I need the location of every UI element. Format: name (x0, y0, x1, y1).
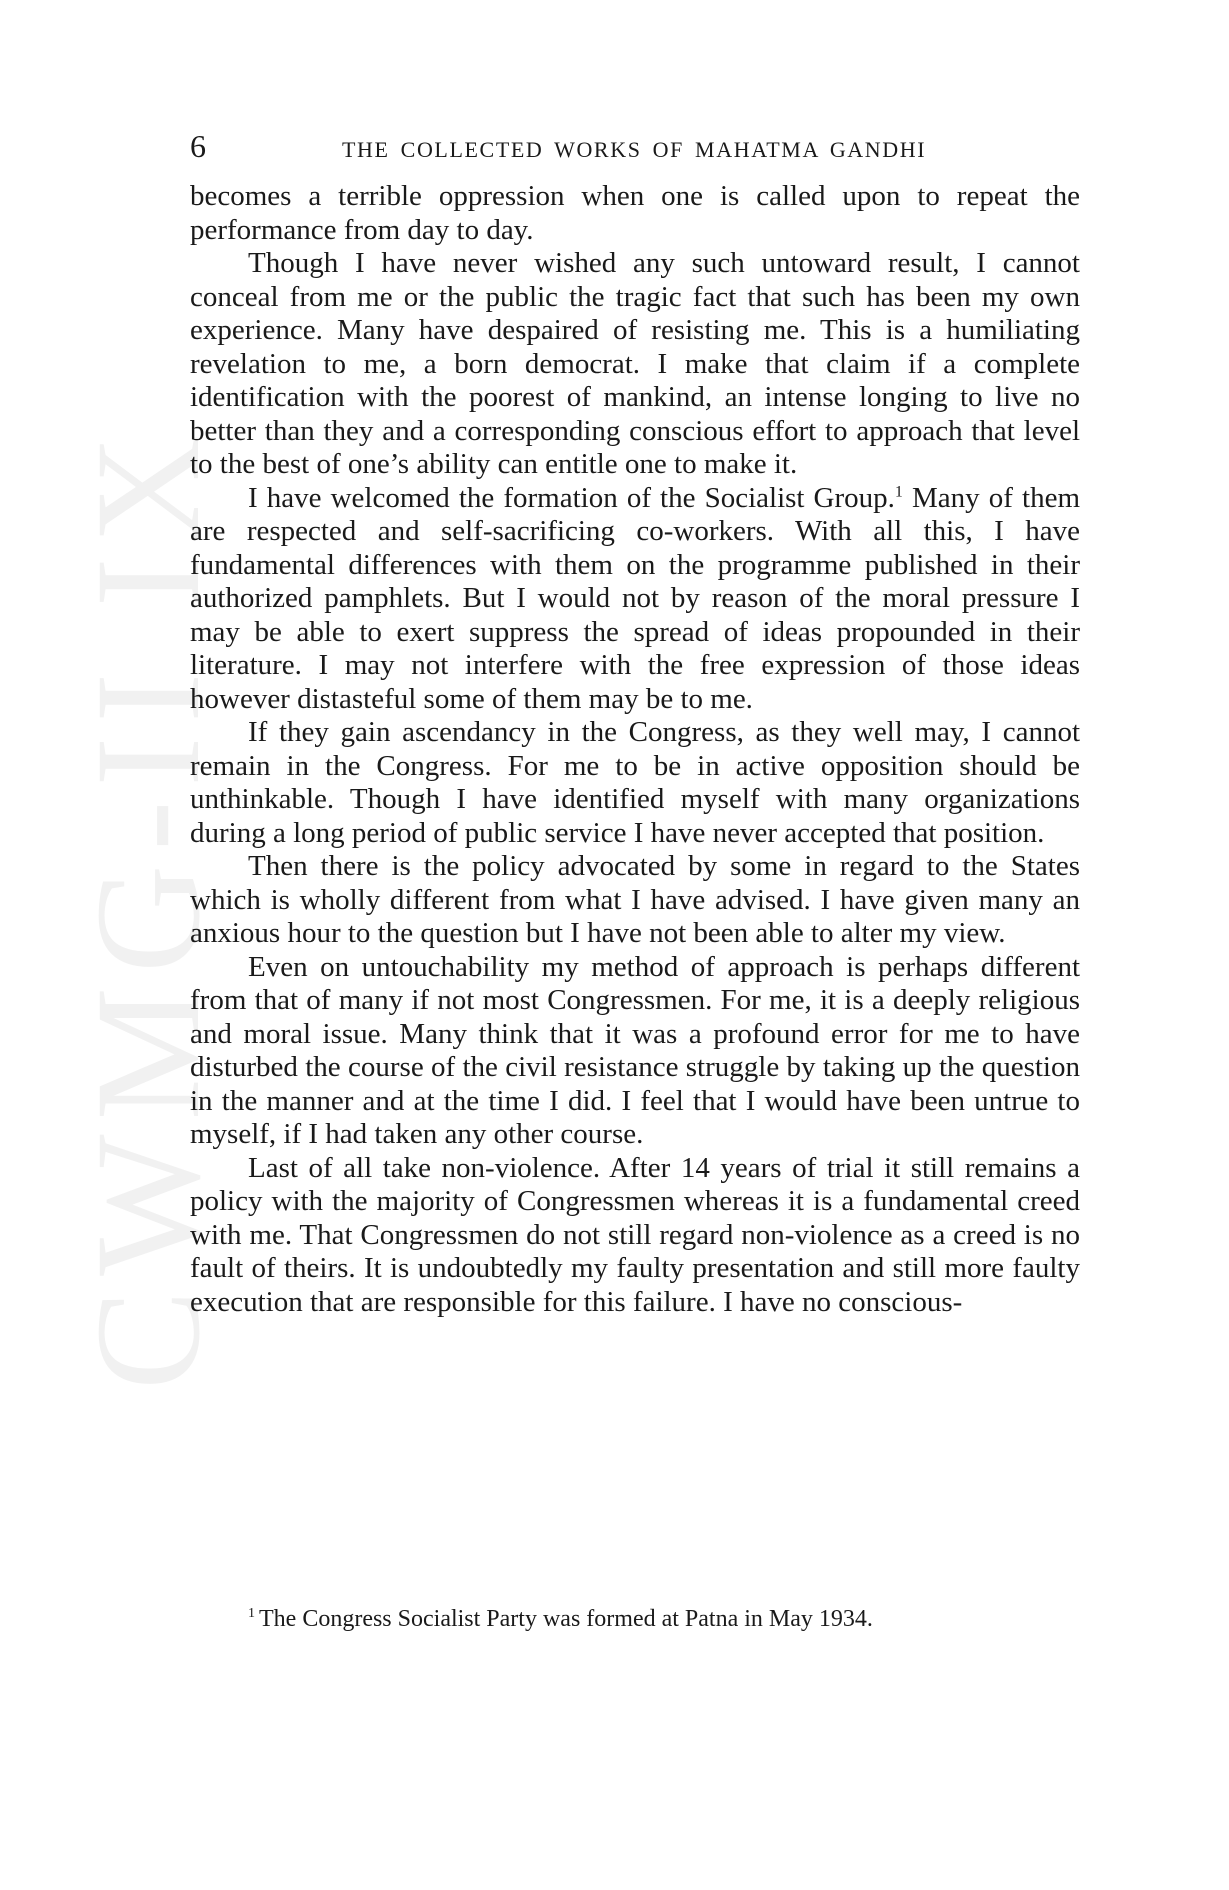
footnote-marker: 1 (248, 1606, 255, 1621)
paragraph: Though I have never wished any such untoward result, I cannot conceal from me or the public the tragic fact that such has been my own experience. Many have despaired of resisting me. This is a humiliating revelation to me, a born democrat. I make that claim if a complete identification with the poorest of mankind, an intense longing to live no better than they and a corresponding conscious effort to approach that level to the best of one’s ability can entitle one to make it. (190, 247, 1080, 480)
page-header (190, 128, 1080, 168)
footnote-text: The Congress Socialist Party was formed at Patna in May 1934. (259, 1606, 873, 1632)
paragraph: Last of all take non-violence. After 14 years of trial it still remains a policy with the majority of Congressmen whereas it is a fundamental creed with me. That Congressmen do not still regard non-violence as a creed is no fault of theirs. It is undoubtedly my faulty presentation and still more faulty execution that are responsible for this failure. I have no conscious- (190, 1151, 1080, 1318)
running-head: THE COLLECTED WORKS OF MAHATMA GANDHI (342, 137, 927, 162)
paragraph (190, 482, 1080, 717)
footnote-reference: 1 (894, 482, 903, 500)
paragraph: becomes a terrible oppression when one is called upon to repeat the performance from day to day. (190, 180, 1080, 246)
paragraph-lead: I have welcomed the formation of the Socialist Group. (248, 481, 895, 514)
watermark: CWMG-II IX (65, 421, 231, 1390)
paragraph: Even on untouchability my method of approach is perhaps different from that of many if not most Congressmen. For me, it is a deeply religious and moral issue. Many think that it was a profound error for me to have disturbed the course of the civil resistance struggle by taking up the question in the manner and at the time I did. I feel that I would have been untrue to myself, if I had taken any other course. (190, 950, 1080, 1150)
body-text (190, 180, 1080, 1319)
paragraph-continuation: Many of them are respected and self-sacrificing co-workers. With all this, I have fundamental differences with them on the programme published in their authorized pamphlets. But I would not by reason of the moral pressure I may be able to exert suppress the spread of ideas propounded in their literature. I may not interfere with the free expression of those ideas however distasteful some of them may be to me. (190, 481, 1080, 715)
paragraph: Then there is the policy advocated by some in regard to the States which is wholly different from what I have advised. I have given many an anxious hour to the question but I have not been able to alter my view. (190, 850, 1080, 949)
footnote (248, 1606, 873, 1633)
page-number: 6 (190, 128, 206, 164)
paragraph: If they gain ascendancy in the Congress, as they well may, I cannot remain in the Congress. For me to be in active opposition should be unthinkable. Though I have identified myself with many organizations during a long period of public service I have never accepted that position. (190, 716, 1080, 849)
